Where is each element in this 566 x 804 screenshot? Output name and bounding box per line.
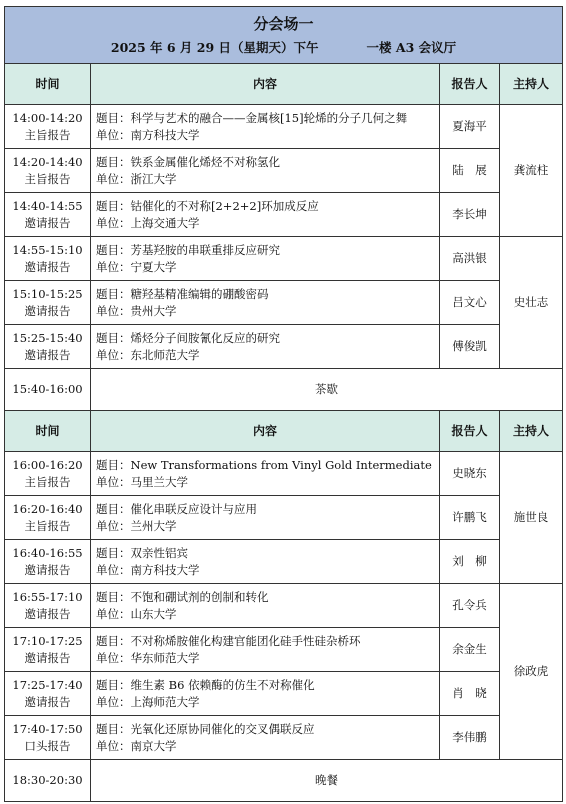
report-type: 主旨报告 bbox=[24, 127, 71, 142]
table-row bbox=[5, 105, 563, 149]
time-cell bbox=[5, 193, 91, 237]
time-cell bbox=[5, 672, 91, 716]
time-range: 17:40-17:50 bbox=[12, 721, 83, 736]
column-header-reporter: 报告人 bbox=[440, 64, 500, 105]
column-header-row bbox=[5, 411, 563, 452]
column-header-time: 时间 bbox=[5, 411, 91, 452]
time-range: 14:00-14:20 bbox=[12, 110, 83, 125]
time-range: 15:10-15:25 bbox=[12, 286, 83, 301]
content-cell bbox=[91, 193, 440, 237]
unit-label: 单位： bbox=[96, 518, 131, 533]
content-cell bbox=[91, 628, 440, 672]
report-type: 邀请报告 bbox=[24, 562, 71, 577]
time-range: 14:40-14:55 bbox=[12, 198, 83, 213]
unit-text: 南方科技大学 bbox=[130, 127, 200, 142]
table-row bbox=[5, 672, 563, 716]
host-cell: 徐政虎 bbox=[500, 584, 563, 760]
topic-line bbox=[96, 501, 439, 518]
unit-line bbox=[96, 171, 439, 188]
table-row bbox=[5, 716, 563, 760]
topic-label: 题目： bbox=[96, 589, 131, 604]
unit-text: 马里兰大学 bbox=[130, 474, 188, 489]
unit-line bbox=[96, 738, 439, 755]
table-row bbox=[5, 149, 563, 193]
session-date: 2025 年 6 月 29 日（星期天）下午 bbox=[110, 40, 319, 55]
topic-line bbox=[96, 545, 439, 562]
topic-text: 双亲性铝宾 bbox=[130, 545, 188, 560]
topic-line bbox=[96, 242, 439, 259]
topic-text: 糖羟基精准编辑的硼酸密码 bbox=[130, 286, 269, 301]
content-cell bbox=[91, 672, 440, 716]
topic-text: 芳基羟胺的串联重排反应研究 bbox=[130, 242, 280, 257]
unit-label: 单位： bbox=[96, 474, 131, 489]
unit-line bbox=[96, 347, 439, 364]
unit-text: 南京大学 bbox=[130, 738, 177, 753]
unit-text: 上海交通大学 bbox=[130, 215, 200, 230]
unit-label: 单位： bbox=[96, 694, 131, 709]
column-header-content: 内容 bbox=[91, 64, 440, 105]
content-cell bbox=[91, 452, 440, 496]
report-type: 主旨报告 bbox=[24, 518, 71, 533]
unit-line bbox=[96, 606, 439, 623]
time-range: 16:00-16:20 bbox=[12, 457, 83, 472]
topic-label: 题目： bbox=[96, 501, 131, 516]
unit-label: 单位： bbox=[96, 562, 131, 577]
unit-text: 上海师范大学 bbox=[130, 694, 200, 709]
column-header-host: 主持人 bbox=[500, 64, 563, 105]
topic-line bbox=[96, 677, 439, 694]
report-type: 邀请报告 bbox=[24, 347, 71, 362]
unit-text: 东北师范大学 bbox=[130, 347, 200, 362]
time-cell bbox=[5, 716, 91, 760]
unit-label: 单位： bbox=[96, 171, 131, 186]
report-type: 口头报告 bbox=[24, 738, 71, 753]
reporter-cell: 肖 晓 bbox=[440, 672, 500, 716]
table-row bbox=[5, 628, 563, 672]
time-cell bbox=[5, 237, 91, 281]
topic-line bbox=[96, 154, 439, 171]
topic-text: 光氧化还原协同催化的交叉偶联反应 bbox=[130, 721, 315, 736]
reporter-cell: 史晓东 bbox=[440, 452, 500, 496]
topic-label: 题目： bbox=[96, 330, 131, 345]
topic-line bbox=[96, 457, 439, 474]
topic-text: 不饱和硼试剂的创制和转化 bbox=[130, 589, 269, 604]
topic-text: 钴催化的不对称[2+2+2]环加成反应 bbox=[130, 198, 319, 213]
topic-text: 不对称烯胺催化构建官能团化硅手性硅杂桥环 bbox=[130, 633, 361, 648]
unit-line bbox=[96, 303, 439, 320]
unit-text: 贵州大学 bbox=[130, 303, 177, 318]
unit-label: 单位： bbox=[96, 650, 131, 665]
title-row bbox=[5, 7, 563, 64]
unit-line bbox=[96, 562, 439, 579]
time-range: 17:10-17:25 bbox=[12, 633, 83, 648]
topic-line bbox=[96, 286, 439, 303]
break-row bbox=[5, 760, 563, 802]
column-header-row bbox=[5, 64, 563, 105]
reporter-cell: 余金生 bbox=[440, 628, 500, 672]
unit-label: 单位： bbox=[96, 303, 131, 318]
topic-label: 题目： bbox=[96, 286, 131, 301]
table-row bbox=[5, 584, 563, 628]
table-row bbox=[5, 237, 563, 281]
time-range: 17:25-17:40 bbox=[12, 677, 83, 692]
time-range: 16:40-16:55 bbox=[12, 545, 83, 560]
time-cell bbox=[5, 628, 91, 672]
topic-label: 题目： bbox=[96, 198, 131, 213]
reporter-cell: 傅俊凯 bbox=[440, 325, 500, 369]
unit-line bbox=[96, 215, 439, 232]
topic-text: 烯烃分子间胺氰化反应的研究 bbox=[130, 330, 280, 345]
unit-text: 山东大学 bbox=[130, 606, 177, 621]
reporter-cell: 孔令兵 bbox=[440, 584, 500, 628]
break-time: 18:30-20:30 bbox=[5, 760, 91, 802]
host-cell: 龚流柱 bbox=[500, 105, 563, 237]
table-row bbox=[5, 452, 563, 496]
unit-text: 兰州大学 bbox=[130, 518, 177, 533]
topic-label: 题目： bbox=[96, 677, 131, 692]
content-cell bbox=[91, 281, 440, 325]
break-row bbox=[5, 369, 563, 411]
unit-label: 单位： bbox=[96, 606, 131, 621]
topic-line bbox=[96, 330, 439, 347]
time-range: 14:20-14:40 bbox=[12, 154, 83, 169]
time-cell bbox=[5, 281, 91, 325]
unit-label: 单位： bbox=[96, 127, 131, 142]
session-subtitle bbox=[5, 37, 562, 63]
reporter-cell: 许鹏飞 bbox=[440, 496, 500, 540]
column-header-time: 时间 bbox=[5, 64, 91, 105]
topic-label: 题目： bbox=[96, 721, 131, 736]
topic-text: 铁系金属催化烯烃不对称氢化 bbox=[130, 154, 280, 169]
unit-text: 华东师范大学 bbox=[130, 650, 200, 665]
unit-line bbox=[96, 650, 439, 667]
topic-label: 题目： bbox=[96, 110, 131, 125]
content-cell bbox=[91, 496, 440, 540]
topic-text: 催化串联反应设计与应用 bbox=[130, 501, 257, 516]
time-cell bbox=[5, 584, 91, 628]
reporter-cell: 陆 展 bbox=[440, 149, 500, 193]
time-range: 14:55-15:10 bbox=[12, 242, 83, 257]
topic-label: 题目： bbox=[96, 457, 131, 472]
break-label: 晚餐 bbox=[91, 760, 563, 802]
unit-text: 南方科技大学 bbox=[130, 562, 200, 577]
content-cell bbox=[91, 540, 440, 584]
content-cell bbox=[91, 584, 440, 628]
report-type: 主旨报告 bbox=[24, 171, 71, 186]
reporter-cell: 李长坤 bbox=[440, 193, 500, 237]
content-cell bbox=[91, 149, 440, 193]
report-type: 邀请报告 bbox=[24, 650, 71, 665]
column-header-host: 主持人 bbox=[500, 411, 563, 452]
report-type: 邀请报告 bbox=[24, 259, 71, 274]
session-venue: 一楼 A3 会议厅 bbox=[366, 40, 457, 55]
session-title: 分会场一 bbox=[253, 15, 314, 33]
time-range: 15:25-15:40 bbox=[12, 330, 83, 345]
break-label: 茶歇 bbox=[91, 369, 563, 411]
topic-line bbox=[96, 633, 439, 650]
topic-line bbox=[96, 589, 439, 606]
content-cell bbox=[91, 325, 440, 369]
unit-text: 宁夏大学 bbox=[130, 259, 177, 274]
unit-label: 单位： bbox=[96, 347, 131, 362]
time-range: 16:20-16:40 bbox=[12, 501, 83, 516]
time-cell bbox=[5, 540, 91, 584]
column-header-content: 内容 bbox=[91, 411, 440, 452]
time-cell bbox=[5, 105, 91, 149]
table-row bbox=[5, 325, 563, 369]
report-type: 邀请报告 bbox=[24, 303, 71, 318]
report-type: 邀请报告 bbox=[24, 215, 71, 230]
reporter-cell: 李伟鹏 bbox=[440, 716, 500, 760]
topic-text: 维生素 B6 依赖酶的仿生不对称催化 bbox=[130, 677, 315, 692]
unit-text: 浙江大学 bbox=[130, 171, 177, 186]
unit-label: 单位： bbox=[96, 215, 131, 230]
time-cell bbox=[5, 452, 91, 496]
reporter-cell: 高洪银 bbox=[440, 237, 500, 281]
topic-label: 题目： bbox=[96, 633, 131, 648]
time-range: 16:55-17:10 bbox=[12, 589, 83, 604]
unit-line bbox=[96, 474, 439, 491]
reporter-cell: 吕文心 bbox=[440, 281, 500, 325]
report-type: 邀请报告 bbox=[24, 694, 71, 709]
report-type: 邀请报告 bbox=[24, 606, 71, 621]
host-cell: 史壮志 bbox=[500, 237, 563, 369]
topic-label: 题目： bbox=[96, 545, 131, 560]
reporter-cell: 刘 柳 bbox=[440, 540, 500, 584]
schedule-table bbox=[4, 6, 563, 802]
unit-label: 单位： bbox=[96, 259, 131, 274]
unit-label: 单位： bbox=[96, 738, 131, 753]
topic-line bbox=[96, 110, 439, 127]
unit-line bbox=[96, 694, 439, 711]
unit-line bbox=[96, 518, 439, 535]
content-cell bbox=[91, 716, 440, 760]
break-time: 15:40-16:00 bbox=[5, 369, 91, 411]
topic-text: New Transformations from Vinyl Gold Intermediate bbox=[130, 457, 432, 472]
topic-label: 题目： bbox=[96, 242, 131, 257]
topic-text: 科学与艺术的融合——金属核[15]轮烯的分子几何之舞 bbox=[130, 110, 408, 125]
reporter-cell: 夏海平 bbox=[440, 105, 500, 149]
report-type: 主旨报告 bbox=[24, 474, 71, 489]
topic-line bbox=[96, 198, 439, 215]
table-row bbox=[5, 540, 563, 584]
unit-line bbox=[96, 127, 439, 144]
content-cell bbox=[91, 237, 440, 281]
table-row bbox=[5, 281, 563, 325]
column-header-reporter: 报告人 bbox=[440, 411, 500, 452]
host-cell: 施世良 bbox=[500, 452, 563, 584]
topic-line bbox=[96, 721, 439, 738]
time-cell bbox=[5, 149, 91, 193]
unit-line bbox=[96, 259, 439, 276]
content-cell bbox=[91, 105, 440, 149]
topic-label: 题目： bbox=[96, 154, 131, 169]
time-cell bbox=[5, 325, 91, 369]
table-row bbox=[5, 193, 563, 237]
table-row bbox=[5, 496, 563, 540]
time-cell bbox=[5, 496, 91, 540]
